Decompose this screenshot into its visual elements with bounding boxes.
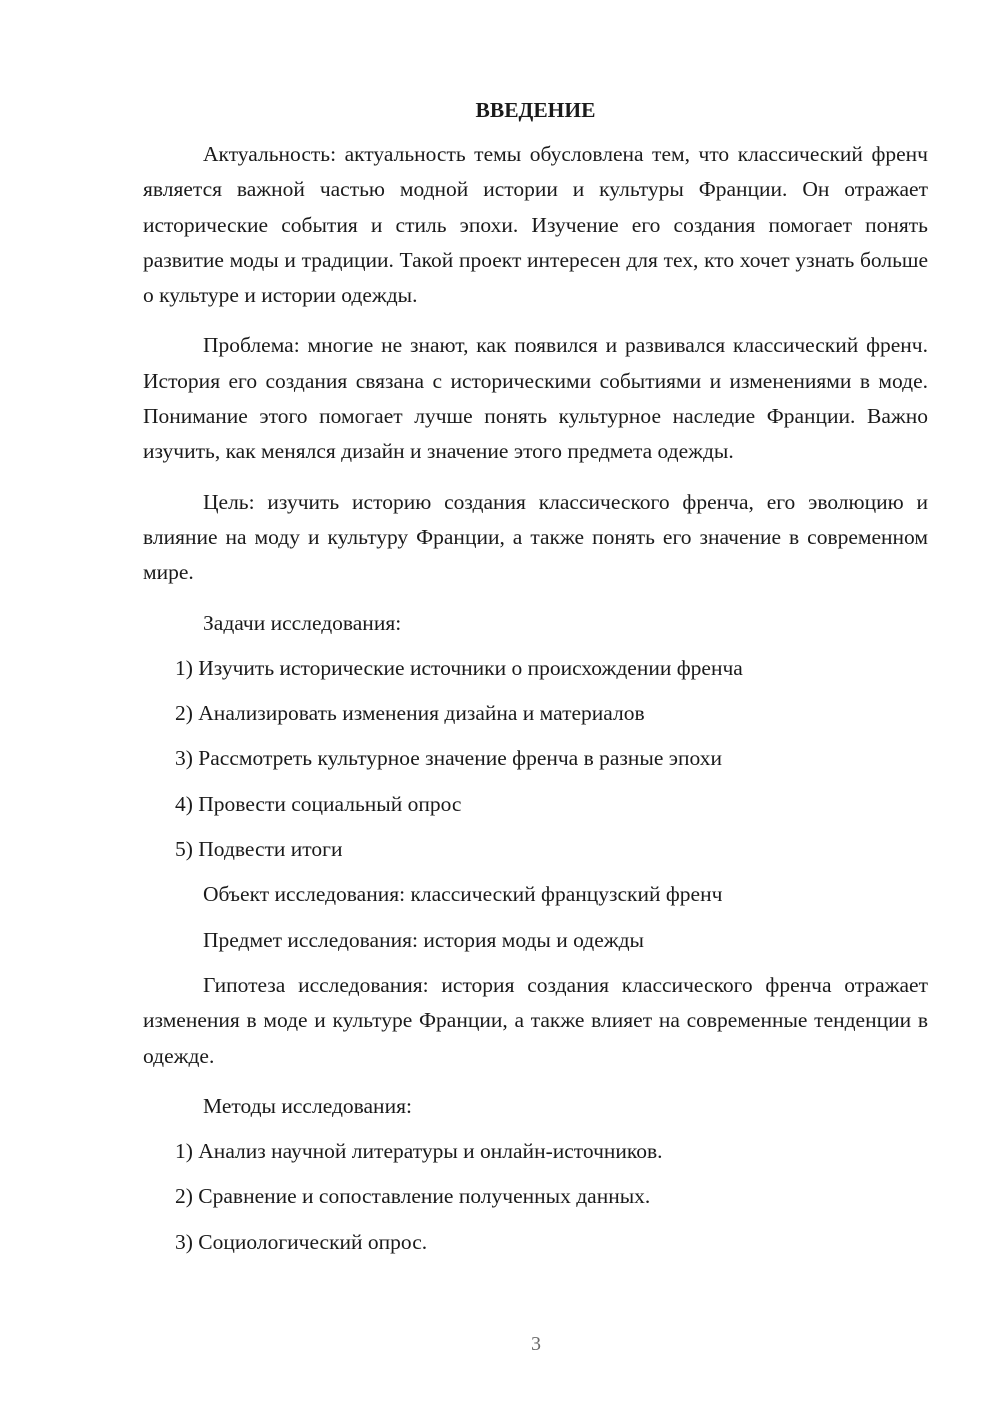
page-content [143, 93, 928, 1270]
list-item: 3) Рассмотреть культурное значение френча в разные эпохи [175, 746, 722, 771]
paragraph-object: Объект исследования: классический французский френч [203, 882, 723, 907]
list-item: 2) Анализировать изменения дизайна и материалов [175, 701, 645, 726]
paragraph-hypothesis: Гипотеза исследования: история создания классического френча отражает изменения в моде и культуре Франции, а также влияет на современные тенденции в одежде. [143, 972, 928, 1068]
page-number: 3 [531, 1333, 541, 1355]
list-item: 5) Подвести итоги [175, 837, 343, 862]
methods-heading: Методы исследования: [203, 1093, 412, 1118]
list-item: 2) Сравнение и сопоставление полученных данных. [175, 1184, 651, 1209]
paragraph-subject: Предмет исследования: история моды и одежды [203, 927, 644, 952]
list-item: 1) Изучить исторические источники о происхождении френча [175, 655, 743, 680]
section-title: ВВЕДЕНИЕ [475, 98, 596, 122]
list-item: 3) Социологический опрос. [175, 1229, 428, 1254]
paragraph-problem: Проблема: многие не знают, как появился и развивался классический френч. История его создания связана с историческими событиями и изменениями в моде. Понимание этого помогает лучше понять культурное наследие Франции. Важно изучить, как менялся дизайн и значение этого предмета одежды. [143, 333, 928, 464]
list-item: 4) Провести социальный опрос [175, 791, 462, 816]
paragraph-relevance: Актуальность: актуальность темы обусловлена тем, что классический френч является важной частью модной истории и культуры Франции. Он отражает исторические события и стиль эпохи. Изучение его создания помогает понять развитие моды и традиции. Такой проект интересен для тех, кто хочет узнать больше о культуре и истории одежды. [143, 142, 928, 308]
paragraph-goal: Цель: изучить историю создания классического френча, его эволюцию и влияние на моду и культуру Франции, а также понять его значение в современном мире. [143, 489, 928, 585]
list-item: 1) Анализ научной литературы и онлайн-источников. [175, 1139, 663, 1164]
tasks-list [143, 651, 928, 867]
methods-list [143, 1134, 928, 1260]
tasks-heading: Задачи исследования: [203, 610, 402, 635]
